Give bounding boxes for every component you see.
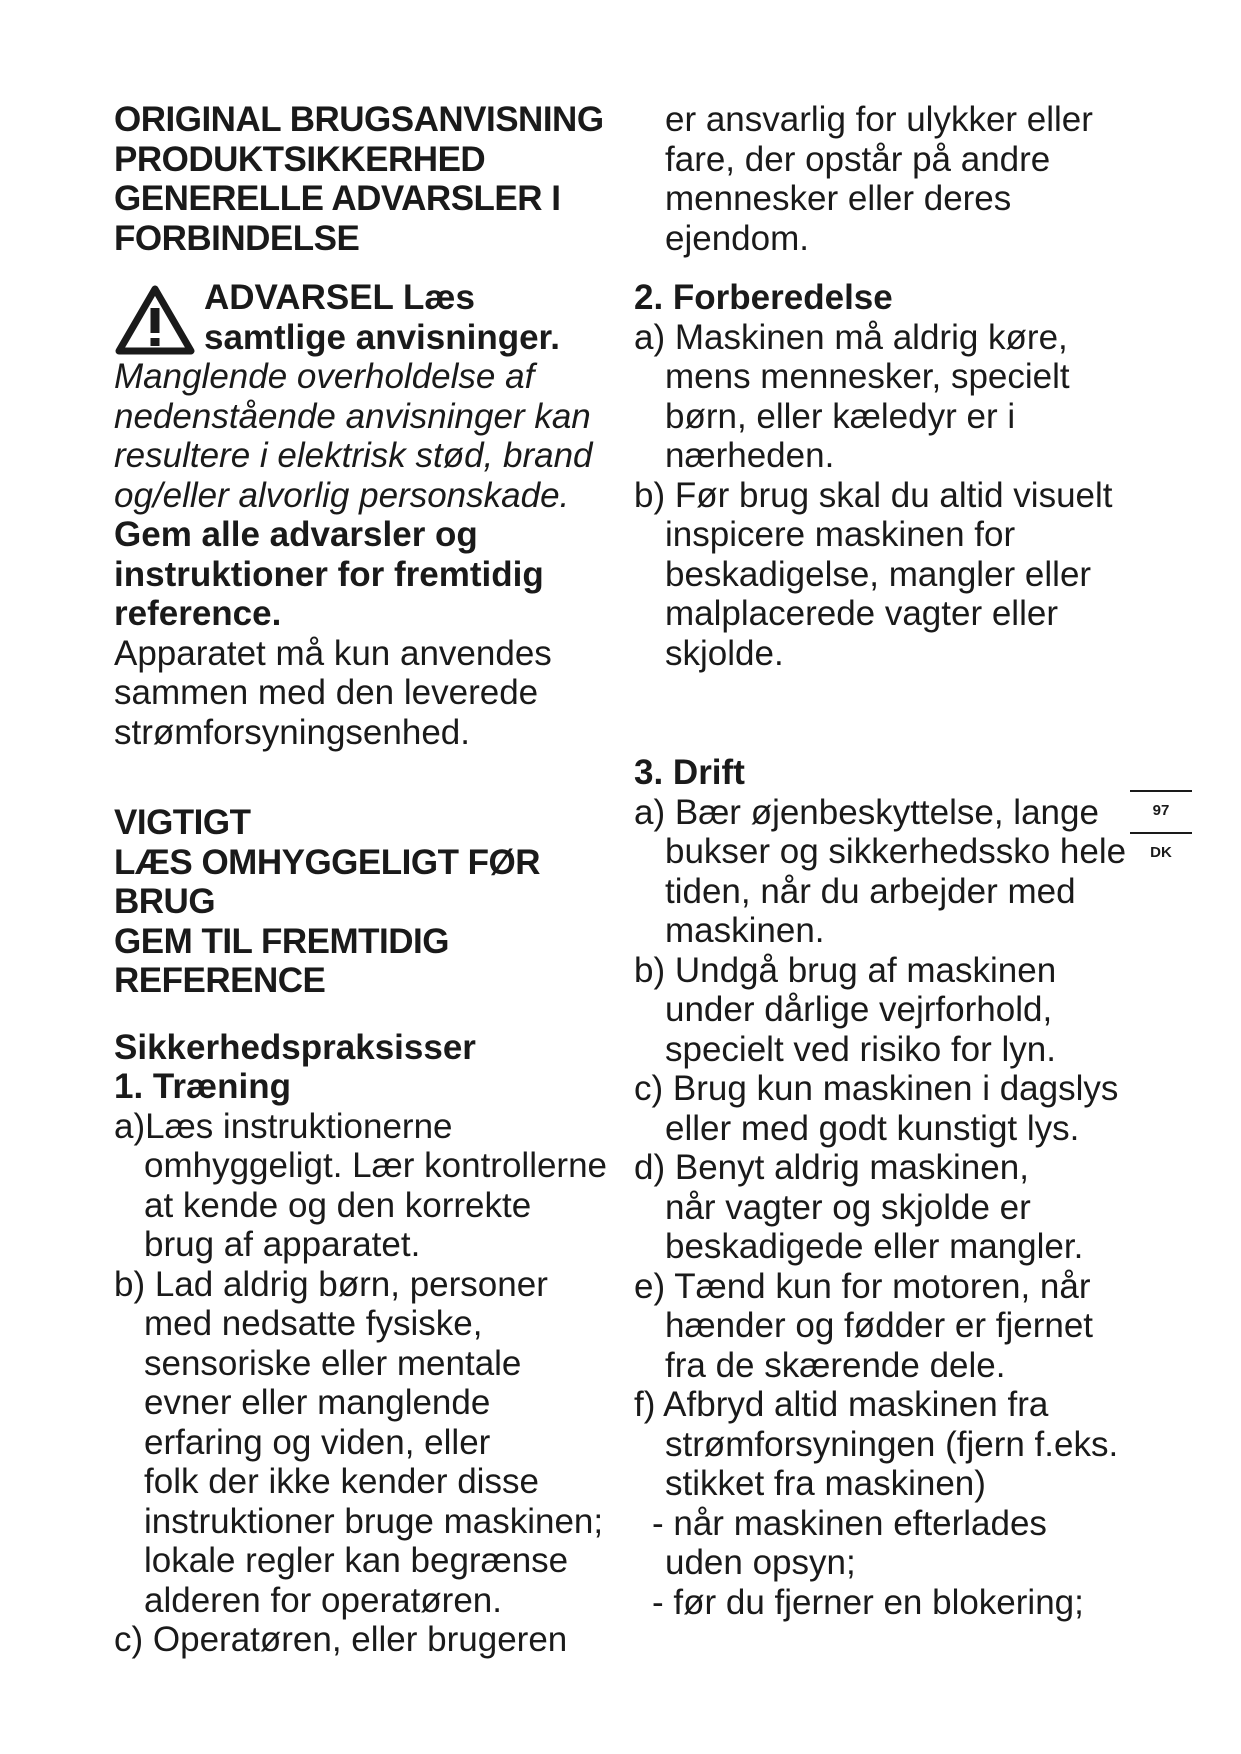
list-item-line: e) Tænd kun for motoren, når — [634, 1266, 1091, 1306]
power-supply-line: sammen med den leverede — [114, 673, 539, 712]
language-code: DK — [1150, 844, 1172, 861]
training-item-c — [114, 1620, 624, 1660]
list-item-line: a) Maskinen må aldrig køre, — [634, 317, 1068, 357]
list-item-line: - før du fjerner en blokering; — [652, 1582, 1084, 1622]
list-item-line: strømforsyningen (fjern f.eks. — [665, 1424, 1119, 1464]
operation-item-e — [634, 1267, 1134, 1386]
dash-item-unattended — [634, 1504, 1134, 1583]
keep-warnings-line: reference. — [114, 594, 282, 633]
page-marker-rule — [1130, 832, 1192, 834]
important-line: BRUG — [114, 882, 216, 921]
list-item-line: stikket fra maskinen) — [665, 1464, 986, 1503]
operation-item-a — [634, 793, 1134, 951]
list-item-line: maskinen. — [665, 911, 825, 950]
list-item-line: a)Læs instruktionerne — [114, 1106, 453, 1146]
training-item-a — [114, 1107, 624, 1265]
warning-triangle-icon — [114, 284, 196, 356]
warning-italic-line: nedenstående anvisninger kan — [114, 396, 591, 436]
document-header — [114, 100, 624, 258]
list-item-line: b) Undgå brug af maskinen — [634, 950, 1057, 990]
list-item-line: sensoriske eller mentale — [144, 1343, 522, 1383]
list-item-line: malplacerede vagter eller — [665, 594, 1058, 633]
list-item-line: hænder og fødder er fjernet — [665, 1306, 1094, 1345]
list-item-line: b) Lad aldrig børn, personer — [114, 1264, 548, 1304]
operation-heading: 3. Drift — [634, 753, 745, 792]
list-item-line: omhyggeligt. Lær kontrollerne — [144, 1146, 608, 1185]
power-supply-line: strømforsyningsenhed. — [114, 712, 470, 752]
list-item-line: folk der ikke kender disse — [144, 1462, 539, 1501]
list-item-line: tiden, når du arbejder med — [665, 871, 1076, 911]
list-item-line: under dårlige vejrforhold, — [665, 990, 1053, 1029]
important-line: REFERENCE — [114, 961, 326, 1000]
list-item-line: ejendom. — [665, 218, 809, 258]
header-line: GENERELLE ADVARSLER I — [114, 179, 561, 218]
list-item-line: - når maskinen efterlades — [652, 1503, 1047, 1543]
operation-item-b — [634, 951, 1134, 1070]
list-item-line: instruktioner bruge maskinen; — [144, 1501, 604, 1541]
warning-italic-line: resultere i elektrisk stød, brand — [114, 436, 593, 475]
list-item-line: fra de skærende dele. — [665, 1345, 1006, 1385]
important-line: VIGTIGT — [114, 803, 251, 842]
list-item-line: c) Brug kun maskinen i dagslys — [634, 1069, 1119, 1108]
preparation-heading: 2. Forberedelse — [634, 278, 893, 317]
left-column — [114, 100, 624, 1660]
keep-warnings-line: Gem alle advarsler og — [114, 515, 478, 554]
list-item-line: lokale regler kan begrænse — [144, 1541, 569, 1580]
list-item-line: beskadigede eller mangler. — [665, 1227, 1084, 1266]
list-item-line: inspicere maskinen for — [665, 515, 1016, 554]
list-item-line: alderen for operatøren. — [144, 1580, 502, 1620]
list-item-line: b) Før brug skal du altid visuelt — [634, 475, 1113, 515]
list-item-line: beskadigelse, mangler eller — [665, 554, 1092, 594]
operation-item-d — [634, 1148, 1134, 1267]
warning-consequence — [114, 357, 624, 515]
list-item-line: er ansvarlig for ulykker eller — [665, 100, 1093, 139]
dash-item-blockage — [634, 1583, 1134, 1623]
page-marker-rule — [1130, 790, 1192, 792]
list-item-line: c) Operatøren, eller brugeren — [114, 1620, 568, 1659]
preparation-item-a — [634, 318, 1134, 476]
operation-item-f — [634, 1385, 1134, 1504]
list-item-line: når vagter og skjolde er — [665, 1187, 1031, 1227]
list-item-line: uden opsyn; — [665, 1543, 856, 1582]
training-item-c-continued — [634, 100, 1134, 258]
safety-practices-heading: Sikkerhedspraksisser — [114, 1027, 476, 1067]
power-supply-line: Apparatet må kun anvendes — [114, 633, 552, 673]
list-item-line: med nedsatte fysiske, — [144, 1304, 483, 1343]
preparation-item-b — [634, 476, 1134, 674]
list-item-line: brug af apparatet. — [144, 1225, 421, 1264]
list-item-line: evner eller manglende — [144, 1383, 491, 1422]
warning-title-line: samtlige anvisninger. — [204, 317, 560, 357]
warning-italic-line: og/eller alvorlig personskade. — [114, 475, 570, 515]
list-item-line: nærheden. — [665, 436, 835, 475]
keep-warnings-line: instruktioner for fremtidig — [114, 554, 544, 594]
list-item-line: bukser og sikkerhedssko hele — [665, 832, 1127, 871]
training-heading: 1. Træning — [114, 1067, 291, 1106]
keep-warnings-note — [114, 515, 624, 634]
list-item-line: mennesker eller deres — [665, 179, 1012, 218]
warning-italic-line: Manglende overholdelse af — [114, 357, 535, 396]
power-supply-note — [114, 634, 624, 753]
list-item-line: skjolde. — [665, 633, 784, 673]
operation-item-c — [634, 1069, 1134, 1148]
list-item-line: f) Afbryd altid maskinen fra — [634, 1385, 1049, 1424]
important-line: GEM TIL FREMTIDIG — [114, 921, 450, 961]
list-item-line: a) Bær øjenbeskyttelse, lange — [634, 792, 1099, 832]
header-line: FORBINDELSE — [114, 218, 360, 258]
list-item-line: børn, eller kæledyr er i — [665, 396, 1016, 436]
list-item-line: eller med godt kunstigt lys. — [665, 1108, 1080, 1148]
list-item-line: specielt ved risiko for lyn. — [665, 1029, 1056, 1069]
warning-block — [114, 278, 624, 357]
right-column — [634, 100, 1134, 1622]
page-marker — [1130, 790, 1192, 862]
training-item-b — [114, 1265, 624, 1621]
list-item-line: erfaring og viden, eller — [144, 1422, 491, 1462]
list-item-line: mens mennesker, specielt — [665, 357, 1070, 396]
important-line: LÆS OMHYGGELIGT FØR — [114, 842, 541, 882]
header-line: ORIGINAL BRUGSANVISNING — [114, 100, 604, 139]
list-item-line: at kende og den korrekte — [144, 1185, 532, 1225]
header-line: PRODUKTSIKKERHED — [114, 139, 486, 179]
list-item-line: fare, der opstår på andre — [665, 139, 1051, 179]
warning-title-line: ADVARSEL Læs — [204, 278, 475, 317]
important-notice — [114, 803, 624, 1001]
list-item-line: d) Benyt aldrig maskinen, — [634, 1148, 1029, 1187]
page-number: 97 — [1152, 802, 1170, 819]
